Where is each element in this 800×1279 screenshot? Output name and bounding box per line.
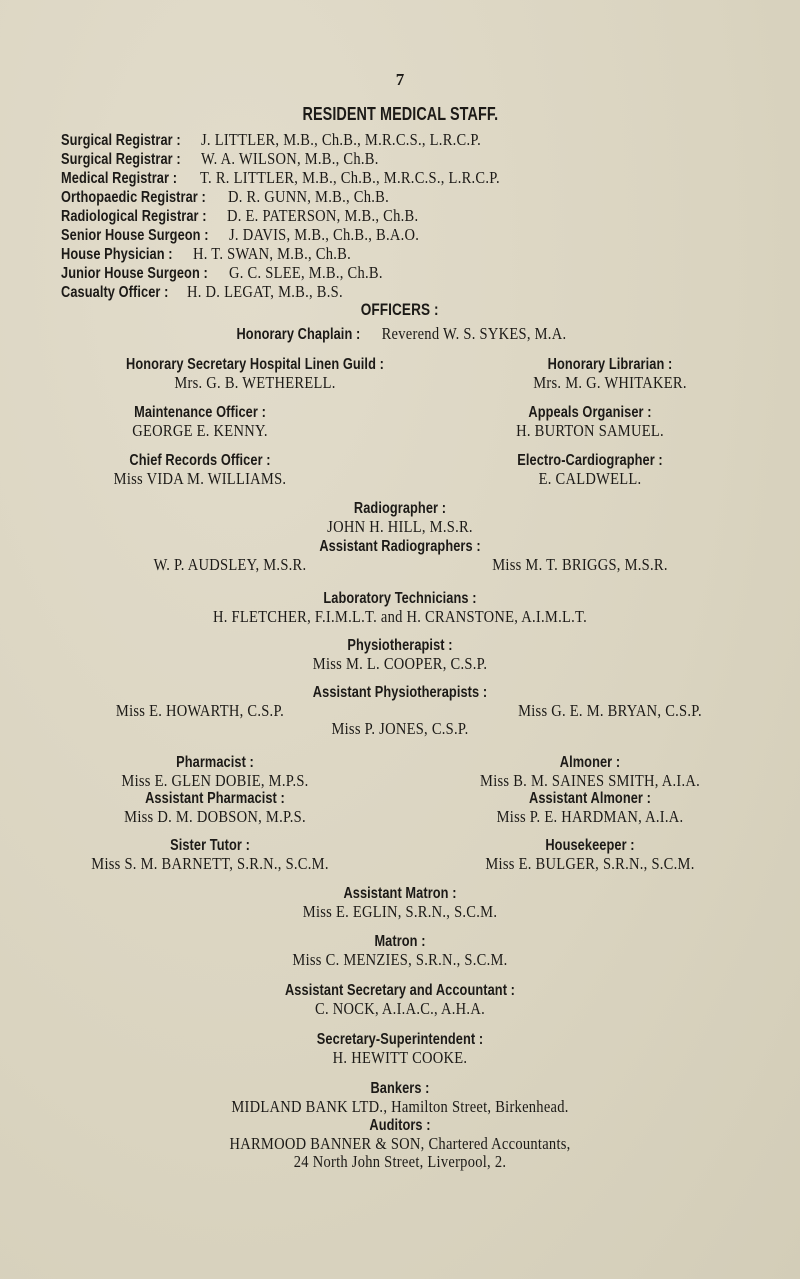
staff-name: T. R. LITTLER, M.B., Ch.B., M.R.C.S., L.R.C.P.: [200, 168, 500, 187]
role-label: Assistant Physiotherapists :: [312, 684, 488, 701]
role-label: Radiographer :: [353, 500, 447, 517]
staff-role: Senior House Surgeon :: [61, 227, 209, 244]
person-name: Miss P. JONES, C.S.P.: [331, 719, 469, 738]
role-label: Secretary-Superintendent :: [316, 1031, 484, 1048]
staff-role: Radiological Registrar :: [61, 208, 207, 225]
role-label: Physiotherapist :: [347, 637, 453, 654]
person-name: Reverend W. S. SYKES, M.A.: [382, 324, 567, 343]
honorary-chaplain: [0, 324, 800, 344]
staff-row: [61, 282, 364, 302]
assistant-secretary-accountant: [0, 982, 800, 1018]
role-label: Housekeeper :: [545, 837, 635, 854]
person-name: Miss M. L. COOPER, C.S.P.: [312, 654, 488, 673]
person-name: Miss VIDA M. WILLIAMS.: [113, 469, 287, 488]
staff-role: Surgical Registrar :: [61, 151, 181, 168]
staff-row: [61, 206, 444, 226]
staff-name: D. R. GUNN, M.B., Ch.B.: [228, 187, 389, 206]
staff-name: J. LITTLER, M.B., Ch.B., M.R.C.S., L.R.C.P.: [200, 130, 481, 149]
staff-role: Junior House Surgeon :: [61, 265, 208, 282]
role-label: Electro-Cardiographer :: [517, 452, 663, 469]
matron: [0, 933, 800, 969]
staff-name: H. D. LEGAT, M.B., B.S.: [187, 282, 344, 301]
honorary-librarian: [470, 356, 750, 392]
staff-name: D. E. PATERSON, M.B., Ch.B.: [227, 206, 419, 225]
role-label: Auditors :: [369, 1117, 431, 1134]
section-title-resident-medical-staff: RESIDENT MEDICAL STAFF.: [302, 104, 498, 124]
staff-role: Surgical Registrar :: [61, 132, 181, 149]
person-name: MIDLAND BANK LTD., Hamilton Street, Birkenhead.: [231, 1097, 569, 1116]
pharmacist: [80, 754, 350, 790]
staff-row: [61, 130, 519, 150]
auditors: [0, 1117, 800, 1171]
assistant-matron: [0, 885, 800, 921]
person-name: E. CALDWELL.: [538, 469, 642, 488]
person-name: Mrs. G. B. WETHERELL.: [174, 373, 336, 392]
role-label: Assistant Secretary and Accountant :: [284, 982, 516, 999]
person-name: JOHN H. HILL, M.S.R.: [327, 517, 473, 536]
chief-records-officer: [60, 452, 340, 488]
role-label: Maintenance Officer :: [134, 404, 266, 421]
person-name: Miss E. BULGER, S.R.N., S.C.M.: [485, 854, 695, 873]
physiotherapist: [0, 637, 800, 673]
auditor-address: 24 North John Street, Liverpool, 2.: [293, 1152, 507, 1171]
staff-name: G. C. SLEE, M.B., Ch.B.: [228, 263, 383, 282]
staff-role: House Physician :: [61, 246, 173, 263]
staff-row: [61, 263, 403, 283]
person-name: H. HEWITT COOKE.: [332, 1048, 468, 1067]
person-name: Miss E. HOWARTH, C.S.P.: [115, 701, 285, 720]
person-name: GEORGE E. KENNY.: [132, 421, 268, 440]
role-label: Almoner :: [559, 754, 621, 771]
person-name: H. BURTON SAMUEL.: [516, 421, 664, 440]
role-label: Chief Records Officer :: [129, 452, 271, 469]
section-title-officers: OFFICERS :: [361, 300, 439, 319]
role-label: Sister Tutor :: [170, 837, 250, 854]
role-label: Assistant Pharmacist :: [145, 790, 285, 807]
role-label: Bankers :: [370, 1080, 430, 1097]
person-name: Mrs. M. G. WHITAKER.: [533, 373, 687, 392]
secretary-superintendent: [0, 1031, 800, 1067]
appeals-organiser: [430, 404, 750, 440]
staff-row: [61, 244, 372, 264]
staff-role: Orthopaedic Registrar :: [61, 189, 206, 206]
radiographer: [0, 500, 800, 536]
assistant-pharmacist: [80, 790, 350, 826]
role-label: Honorary Secretary Hospital Linen Guild :: [126, 356, 384, 373]
staff-row: [61, 168, 541, 188]
person-name: Miss D. M. DOBSON, M.P.S.: [124, 807, 306, 826]
almoner: [420, 754, 760, 790]
role-label: Assistant Radiographers :: [319, 538, 481, 555]
role-label: Pharmacist :: [176, 754, 254, 771]
housekeeper: [430, 837, 750, 873]
auditor-line: HARMOOD BANNER & SON, Chartered Accountants,: [229, 1134, 571, 1153]
role-label: Assistant Almoner :: [529, 790, 651, 807]
role-label: Matron :: [374, 933, 426, 950]
electro-cardiographer: [430, 452, 750, 488]
staff-role: Medical Registrar :: [61, 170, 178, 187]
role-label: Laboratory Technicians :: [323, 590, 477, 607]
staff-name: H. T. SWAN, M.B., Ch.B.: [192, 244, 351, 263]
role-label: Assistant Matron :: [343, 885, 457, 902]
person-name: Miss M. T. BRIGGS, M.S.R.: [492, 555, 668, 574]
person-name: Miss E. EGLIN, S.R.N., S.C.M.: [302, 902, 498, 921]
role-label: Appeals Organiser :: [528, 404, 652, 421]
assistant-almoner: [420, 790, 760, 826]
role-label: Honorary Librarian :: [547, 356, 673, 373]
staff-role: Casualty Officer :: [61, 284, 169, 301]
staff-name: W. A. WILSON, M.B., Ch.B.: [200, 149, 379, 168]
role-label: Honorary Chaplain :: [236, 326, 360, 343]
assistant-radiographers: [0, 538, 800, 556]
person-name: Miss B. M. SAINES SMITH, A.I.A.: [480, 771, 700, 790]
person-name: C. NOCK, A.I.A.C., A.H.A.: [315, 999, 485, 1018]
staff-row: [61, 225, 446, 245]
person-name: H. FLETCHER, F.I.M.L.T. and H. CRANSTONE, A.I.M.L.T.: [213, 607, 587, 626]
person-name: Miss C. MENZIES, S.R.N., S.C.M.: [292, 950, 508, 969]
page-number: 7: [395, 70, 405, 89]
bankers: [0, 1080, 800, 1116]
person-name: Miss P. E. HARDMAN, A.I.A.: [496, 807, 684, 826]
linen-guild-secretary: [60, 356, 450, 392]
person-name: Miss G. E. M. BRYAN, C.S.P.: [518, 701, 702, 720]
staff-row: [61, 149, 402, 169]
person-name: W. P. AUDSLEY, M.S.R.: [153, 555, 307, 574]
staff-row: [61, 187, 411, 207]
staff-name: J. DAVIS, M.B., Ch.B., B.A.O.: [229, 225, 420, 244]
person-name: Miss S. M. BARNETT, S.R.N., S.C.M.: [91, 854, 329, 873]
laboratory-technicians: [0, 590, 800, 626]
sister-tutor: [60, 837, 360, 873]
assistant-physiotherapists: [0, 684, 800, 702]
person-name: Miss E. GLEN DOBIE, M.P.S.: [121, 771, 309, 790]
maintenance-officer: [60, 404, 340, 440]
